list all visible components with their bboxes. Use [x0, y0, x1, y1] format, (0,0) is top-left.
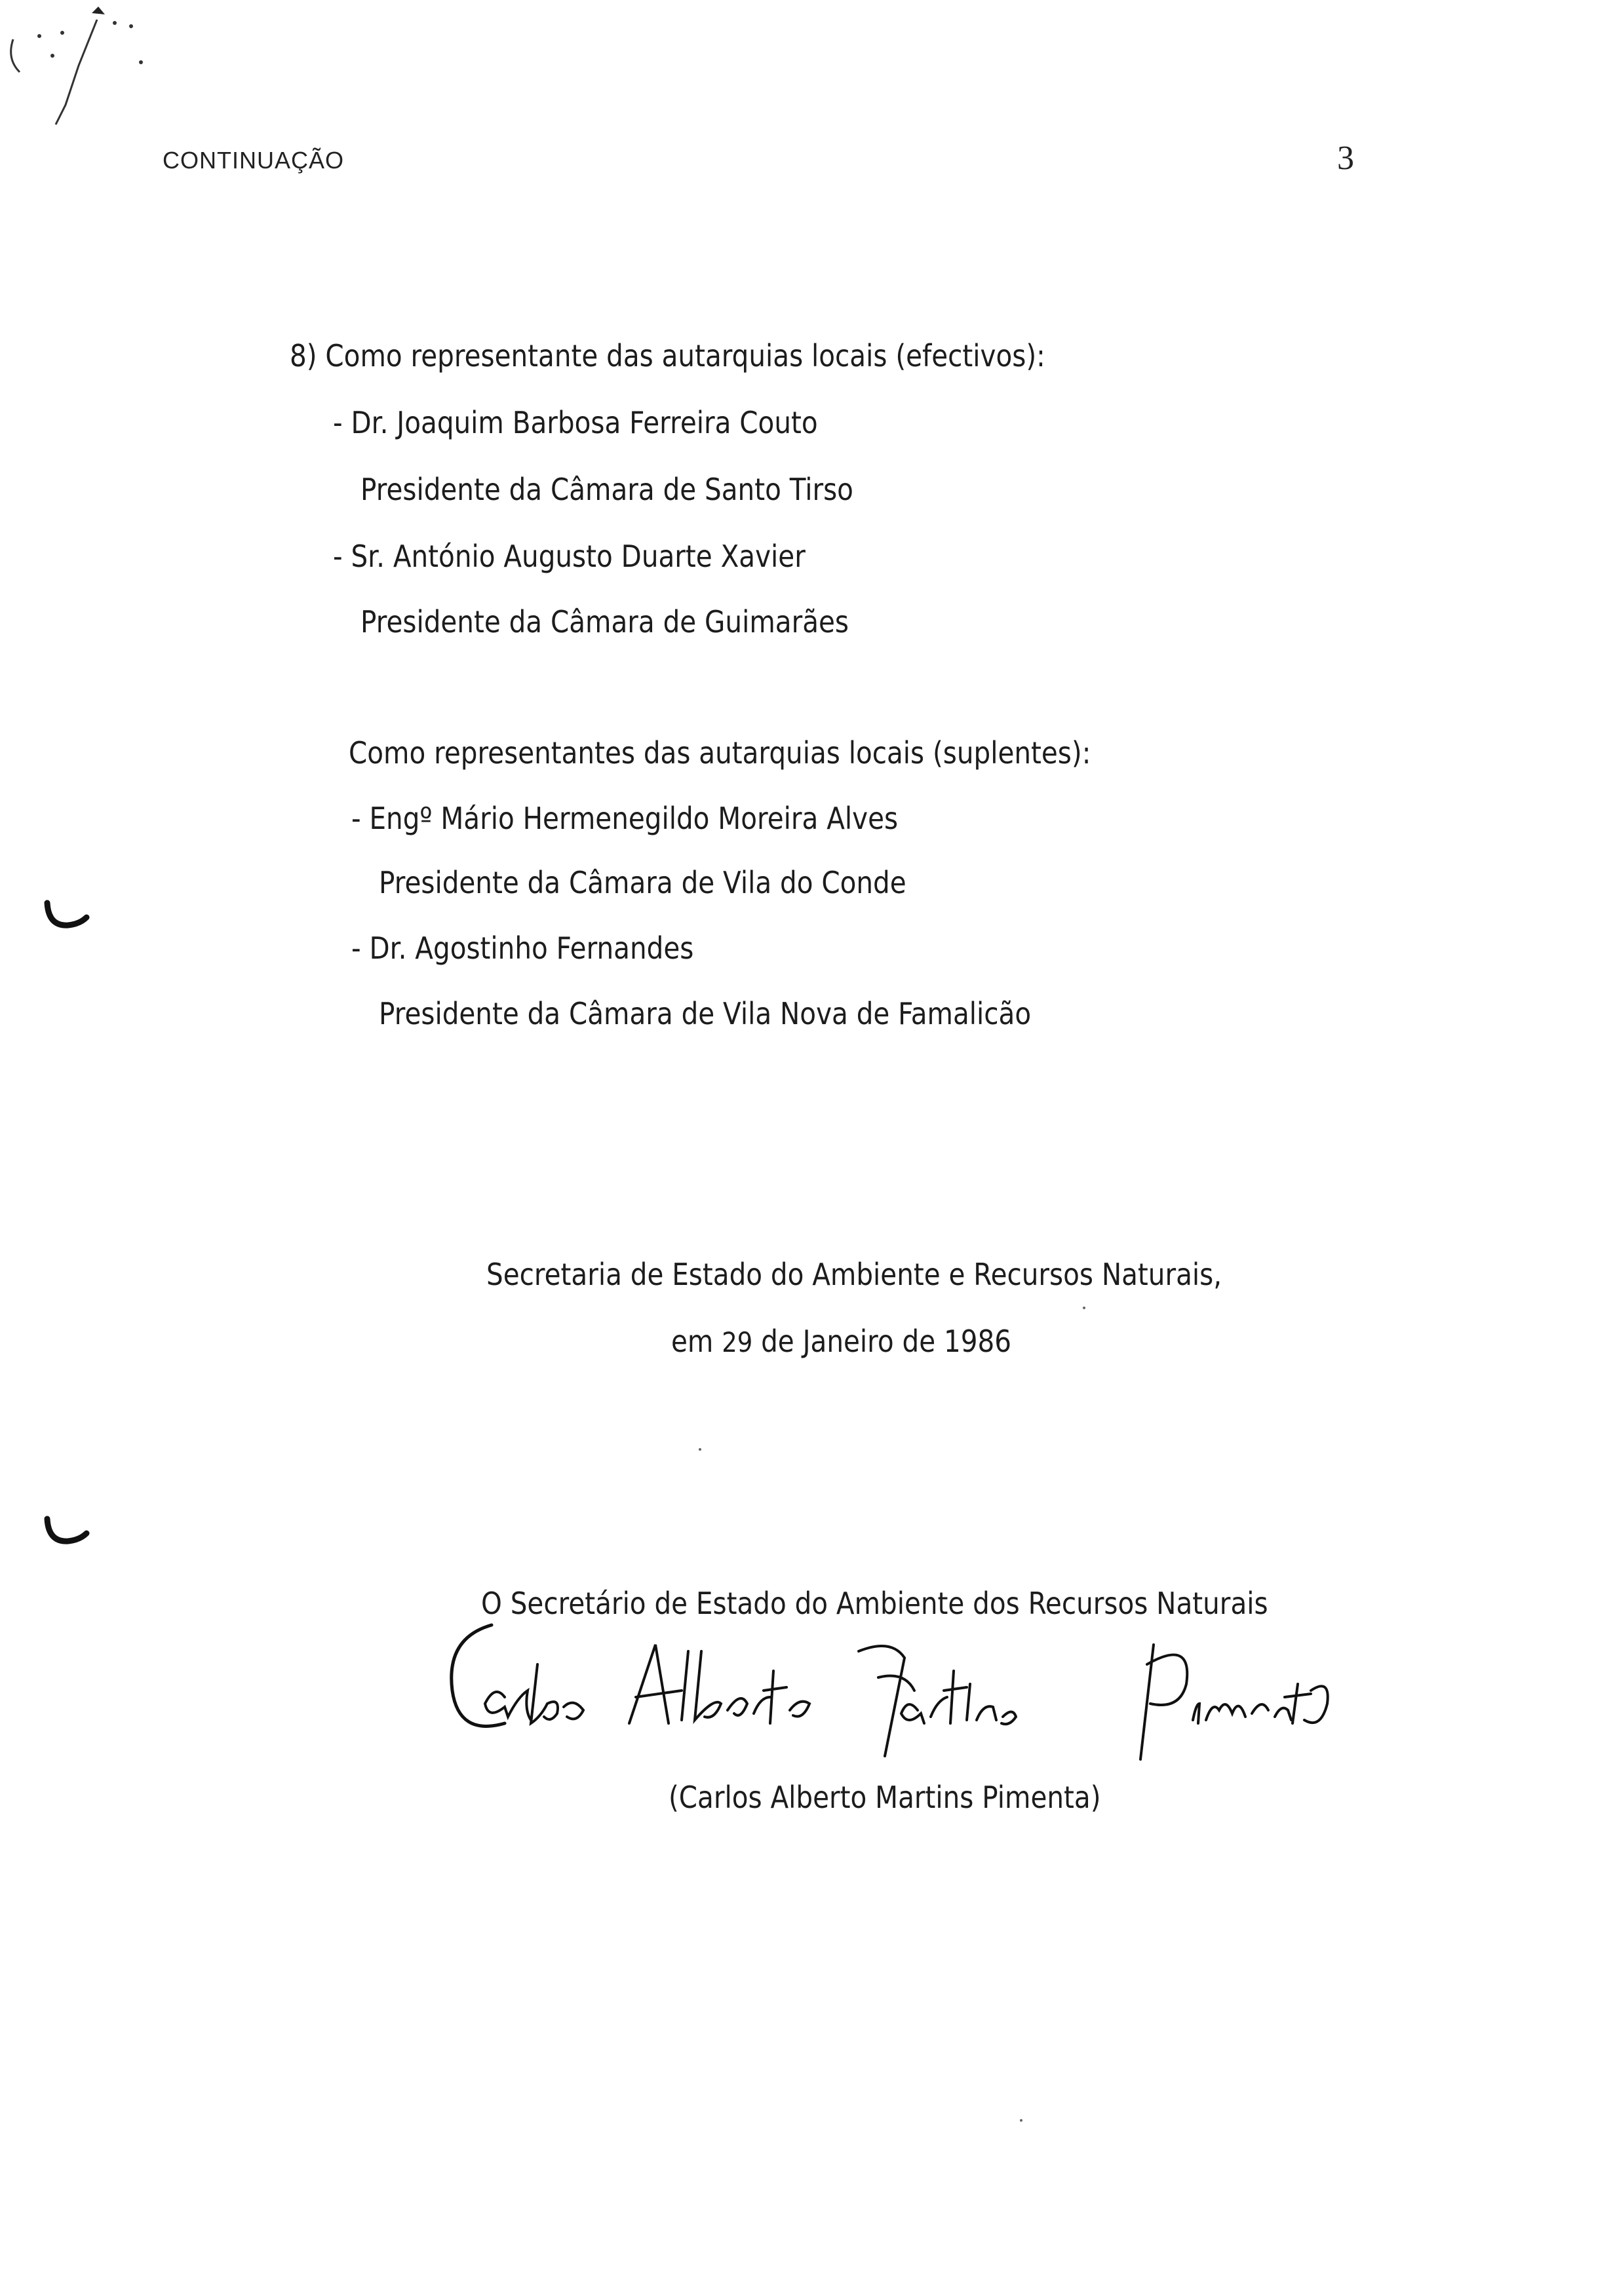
margin-bracket-mark — [42, 1514, 94, 1553]
date-prefix: em — [671, 1324, 722, 1359]
margin-bracket-mark — [42, 898, 94, 937]
signatory-printed-name: (Carlos Alberto Martins Pimenta) — [669, 1780, 1101, 1815]
date-suffix: de Janeiro de 1986 — [752, 1324, 1012, 1359]
scan-speck — [1083, 1307, 1085, 1309]
scan-speck — [699, 1448, 701, 1451]
substitutes-heading: Como representantes das autarquias locais (suplentes): — [349, 735, 1091, 771]
section-8-heading: 8) Como representante das autarquias locais (efectivos): — [290, 338, 1045, 373]
substitute-member-2-name: - Dr. Agostinho Fernandes — [351, 930, 694, 966]
effective-member-1-name: - Dr. Joaquim Barbosa Ferreira Couto — [333, 405, 818, 440]
date-day: 29 — [722, 1326, 753, 1358]
effective-member-1-role: Presidente da Câmara de Santo Tirso — [360, 472, 853, 507]
handwritten-signature — [433, 1599, 1350, 1769]
continuation-label: CONTINUAÇÃO — [163, 147, 345, 174]
substitute-member-1-name: - Engº Mário Hermenegildo Moreira Alves — [351, 801, 899, 836]
signatory-title: O Secretário de Estado do Ambiente dos Recursos Naturais — [481, 1586, 1268, 1621]
page-number: 3 — [1337, 140, 1354, 177]
corner-ink-mark — [0, 0, 170, 131]
substitute-member-2-role: Presidente da Câmara de Vila Nova de Famalicão — [379, 996, 1032, 1031]
substitute-member-1-role: Presidente da Câmara de Vila do Conde — [379, 865, 906, 900]
effective-member-2-name: - Sr. António Augusto Duarte Xavier — [333, 539, 806, 574]
effective-member-2-role: Presidente da Câmara de Guimarães — [360, 604, 849, 640]
date-line — [671, 1324, 1011, 1359]
institution-line: Secretaria de Estado do Ambiente e Recursos Naturais, — [486, 1257, 1222, 1292]
scan-speck — [1020, 2119, 1022, 2122]
